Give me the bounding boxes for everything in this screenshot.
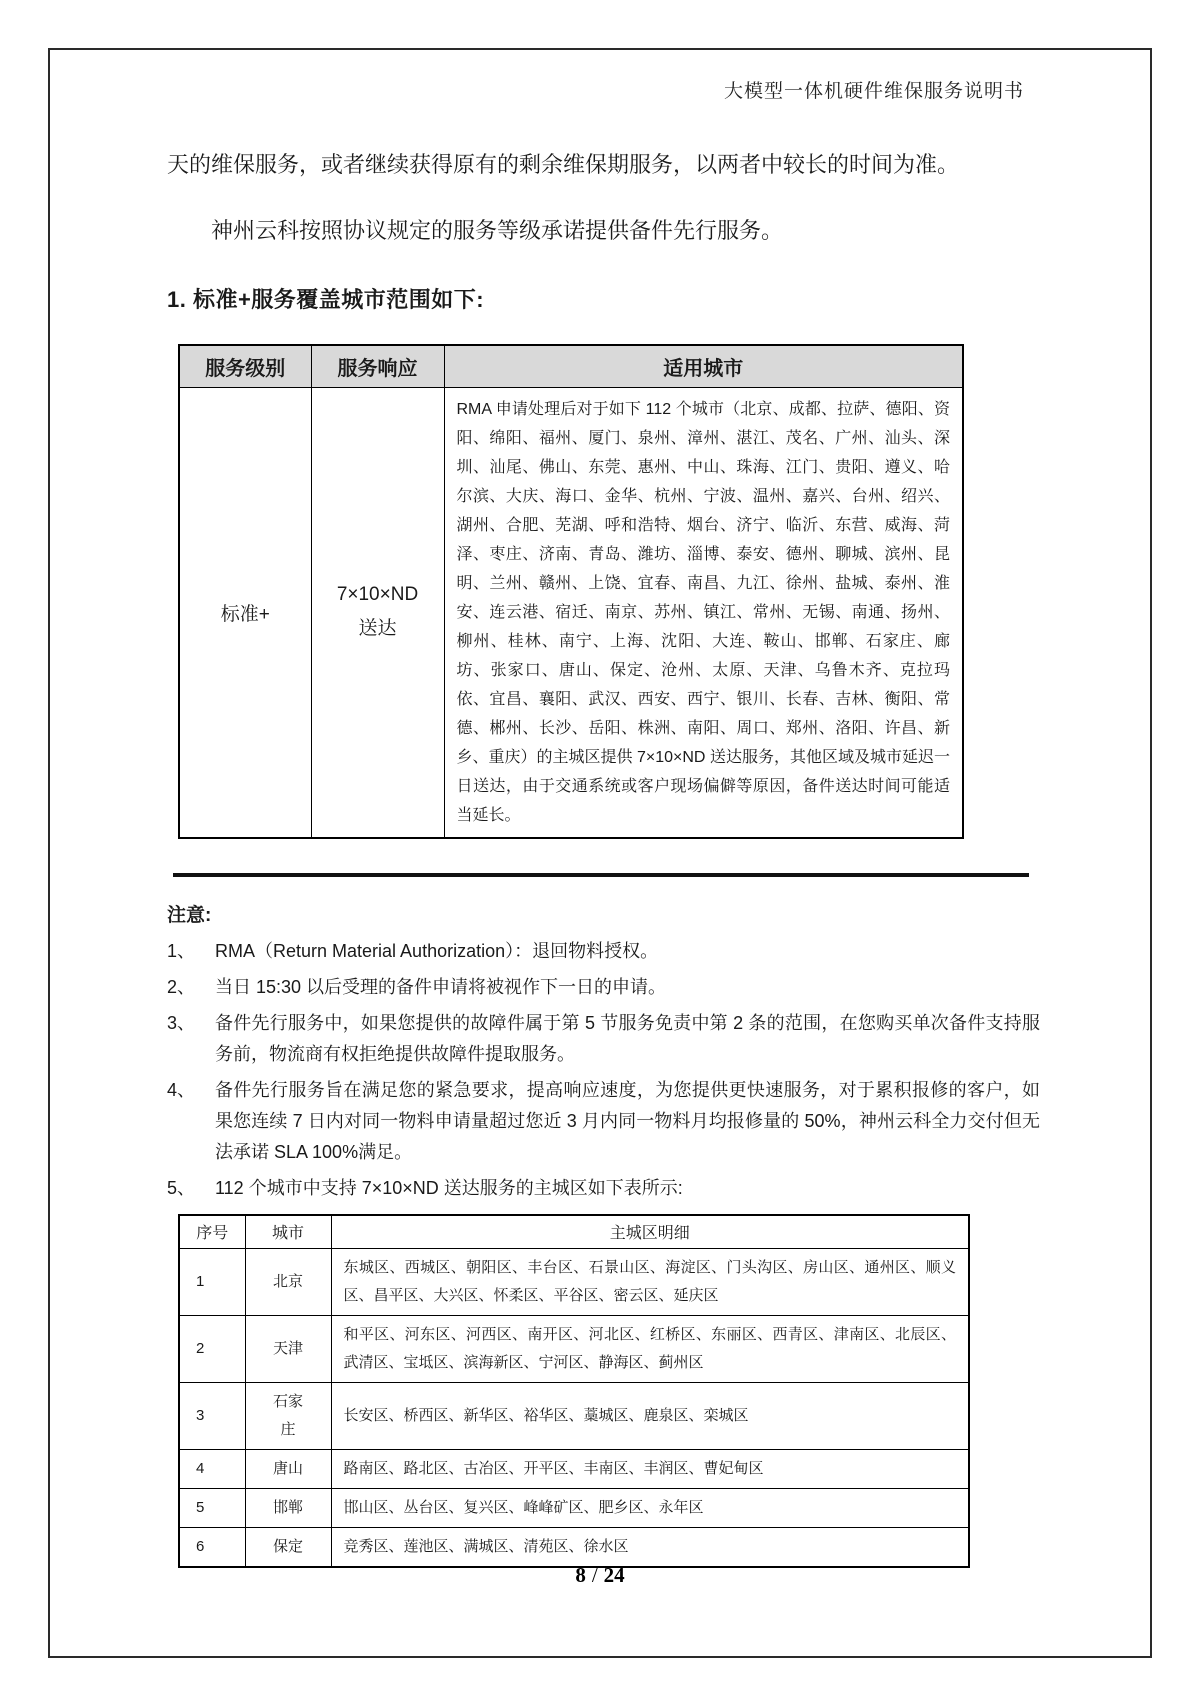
city-cell: 保定	[245, 1528, 331, 1568]
city-cell: 邯郸	[245, 1489, 331, 1528]
table-row	[179, 1528, 969, 1568]
service-table-header-row	[179, 345, 963, 387]
section-heading: 1. 标准+服务覆盖城市范围如下:	[167, 287, 485, 312]
districts-table-header-row	[179, 1215, 969, 1249]
city-cell: 天津	[245, 1316, 331, 1383]
commitment-paragraph: 神州云科按照协议规定的服务等级承诺提供备件先行服务。	[211, 218, 784, 243]
col-header-serial: 序号	[179, 1215, 245, 1249]
note-number: 4、	[167, 1079, 196, 1100]
service-response-cell	[311, 387, 444, 838]
row-number-cell: 6	[179, 1528, 245, 1568]
city-cell: 石家庄	[245, 1383, 331, 1450]
note-item-4	[167, 1075, 1040, 1168]
page-content	[167, 0, 1040, 1568]
districts-cell: 和平区、河东区、河西区、南开区、河北区、红桥区、东丽区、西青区、津南区、北辰区、武清区、宝坻区、滨海新区、宁河区、静海区、蓟州区	[331, 1316, 969, 1383]
note-text: 112 个城市中支持 7×10×ND 送达服务的主城区如下表所示:	[215, 1177, 683, 1198]
section-divider	[173, 873, 1029, 877]
table-row	[179, 1316, 969, 1383]
col-header-applicable-cities: 适用城市	[444, 345, 963, 387]
row-number-cell: 2	[179, 1316, 245, 1383]
applicable-cities-cell: RMA 申请处理后对于如下 112 个城市（北京、成都、拉萨、德阳、资阳、绵阳、福州、厦门、泉州、漳州、湛江、茂名、广州、汕头、深圳、汕尾、佛山、东莞、惠州、中山、珠海、江门、贵阳、遵义、哈尔滨、大庆、海口、金华、杭州、宁波、温州、嘉兴、台州、绍兴、湖州、合肥、芜湖、呼和浩特、烟台、济宁、临沂、东营、威海、菏泽、枣庄、济南、青岛、潍坊、淄博、泰安、德州、聊城、滨州、昆明、兰州、赣州、上饶、宜春、南昌、九江、徐州、盐城、泰州、淮安、连云港、宿迁、南京、苏州、镇江、常州、无锡、南通、扬州、柳州、桂林、南宁、上海、沈阳、大连、鞍山、邯郸、石家庄、廊坊、张家口、唐山、保定、沧州、太原、天津、乌鲁木齐、克拉玛依、宜昌、襄阳、武汉、西安、西宁、银川、长春、吉林、衡阳、常德、郴州、长沙、岳阳、株洲、南阳、周口、郑州、洛阳、许昌、新乡、重庆）的主城区提供 7×10×ND 送达服务，其他区域及城市延迟一日送达，由于交通系统或客户现场偏僻等原因，备件送达时间可能适当延长。	[444, 387, 963, 838]
note-text: 备件先行服务中，如果您提供的故障件属于第 5 节服务免责中第 2 条的范围，在您购买单次备件支持服务前，物流商有权拒绝提供故障件提取服务。	[215, 1012, 1040, 1064]
col-header-service-level: 服务级别	[179, 345, 311, 387]
note-number: 3、	[167, 1012, 196, 1033]
city-cell: 唐山	[245, 1450, 331, 1489]
document-header-title: 大模型一体机硬件维保服务说明书	[723, 81, 1024, 102]
table-row	[179, 387, 963, 838]
note-number: 2、	[167, 976, 196, 997]
page-total: 24	[603, 1563, 625, 1587]
districts-table	[178, 1214, 970, 1569]
districts-cell: 竞秀区、莲池区、满城区、清苑区、徐水区	[331, 1528, 969, 1568]
row-number-cell: 5	[179, 1489, 245, 1528]
table-row	[179, 1489, 969, 1528]
response-line-1: 7×10×ND	[336, 584, 419, 605]
response-line-2: 送达	[358, 618, 397, 639]
page-footer	[0, 1563, 1200, 1588]
districts-cell: 东城区、西城区、朝阳区、丰台区、石景山区、海淀区、门头沟区、房山区、通州区、顺义区、昌平区、大兴区、怀柔区、平谷区、密云区、延庆区	[331, 1249, 969, 1316]
col-header-service-response: 服务响应	[311, 345, 444, 387]
service-level-cell: 标准+	[179, 387, 311, 838]
note-number: 5、	[167, 1177, 196, 1198]
table-row	[179, 1249, 969, 1316]
page-separator: /	[591, 1563, 598, 1587]
note-item-3	[167, 1008, 1040, 1070]
row-number-cell: 3	[179, 1383, 245, 1450]
notes-heading: 注意:	[167, 904, 212, 926]
table-row	[179, 1450, 969, 1489]
districts-cell: 长安区、桥西区、新华区、裕华区、藁城区、鹿泉区、栾城区	[331, 1383, 969, 1450]
note-item-2	[167, 972, 1040, 1003]
page-number: 8	[575, 1563, 586, 1587]
col-header-districts: 主城区明细	[331, 1215, 969, 1249]
note-item-1	[167, 936, 1040, 967]
intro-paragraph: 天的维保服务，或者继续获得原有的剩余维保期服务，以两者中较长的时间为准。	[167, 152, 960, 177]
note-text: 当日 15:30 以后受理的备件申请将被视作下一日的申请。	[215, 976, 667, 997]
note-text: 备件先行服务旨在满足您的紧急要求，提高响应速度，为您提供更快速服务，对于累积报修的客户，如果您连续 7 日内对同一物料申请量超过您近 3 月内同一物料月均报修量的 50%，神州云科全力交付但无法承诺 SLA 100%满足。	[215, 1079, 1040, 1162]
city-cell: 北京	[245, 1249, 331, 1316]
row-number-cell: 1	[179, 1249, 245, 1316]
note-item-5	[167, 1173, 1040, 1204]
service-coverage-table	[178, 344, 964, 839]
note-number: 1、	[167, 940, 196, 961]
districts-cell: 邯山区、丛台区、复兴区、峰峰矿区、肥乡区、永年区	[331, 1489, 969, 1528]
note-text: RMA（Return Material Authorization）：退回物料授权。	[215, 940, 659, 961]
districts-cell: 路南区、路北区、古冶区、开平区、丰南区、丰润区、曹妃甸区	[331, 1450, 969, 1489]
row-number-cell: 4	[179, 1450, 245, 1489]
table-row	[179, 1383, 969, 1450]
col-header-city: 城市	[245, 1215, 331, 1249]
